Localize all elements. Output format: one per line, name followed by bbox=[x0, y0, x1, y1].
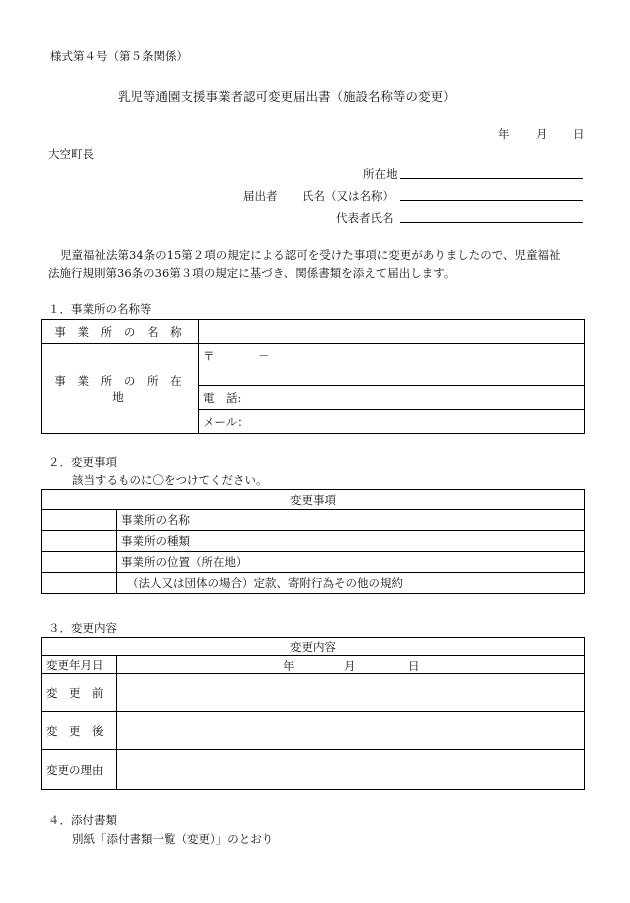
change-date-field[interactable] bbox=[117, 656, 585, 674]
change-date-label: 変更年月日 bbox=[42, 656, 117, 674]
postal-field[interactable] bbox=[199, 344, 585, 386]
address-field[interactable] bbox=[400, 178, 583, 179]
address-label: 所在地 bbox=[363, 167, 398, 181]
before-field[interactable] bbox=[117, 674, 585, 712]
change-date-month: 月 bbox=[344, 659, 356, 673]
change-item-label: 事業所の名称 bbox=[117, 510, 585, 531]
body-text-line1: 児童福祉法第34条の15第２項の規定による認可を受けた事項に変更がありましたので、児童福祉 bbox=[60, 248, 561, 262]
postal-dash: － bbox=[258, 349, 270, 363]
section1-heading: １．事業所の名称等 bbox=[48, 302, 152, 316]
after-field[interactable] bbox=[117, 712, 585, 750]
name-label: 氏名（又は名称） bbox=[302, 189, 394, 203]
name-field[interactable] bbox=[400, 200, 583, 201]
change-mark-cell[interactable] bbox=[42, 510, 117, 531]
facility-name-label: 事 業 所 の 名 称 bbox=[42, 320, 199, 344]
change-content-table bbox=[41, 637, 585, 790]
change-date-day: 日 bbox=[408, 659, 420, 673]
facility-name-field[interactable] bbox=[199, 320, 585, 344]
change-mark-cell[interactable] bbox=[42, 573, 117, 594]
section2-heading: ２．変更事項 bbox=[48, 455, 117, 469]
form-number: 様式第４号（第５条関係） bbox=[50, 49, 188, 63]
facility-location-label: 事 業 所 の 所 在 地 bbox=[42, 344, 199, 434]
reason-field[interactable] bbox=[117, 750, 585, 790]
body-text-line2: 法施行規則第36条の36第３項の規定に基づき、関係書類を添えて届出します。 bbox=[48, 266, 456, 280]
submitter-label: 届出者 bbox=[243, 189, 278, 203]
section2-instruction: 該当するものに〇をつけてください。 bbox=[72, 473, 268, 487]
section3-heading: ３．変更内容 bbox=[48, 621, 117, 635]
postal-mark: 〒 bbox=[203, 349, 215, 363]
change-content-header: 変更内容 bbox=[42, 638, 585, 656]
before-label: 変 更 前 bbox=[42, 674, 117, 712]
change-mark-cell[interactable] bbox=[42, 531, 117, 552]
change-item-label: 事業所の位置（所在地） bbox=[117, 552, 585, 573]
mail-field[interactable] bbox=[199, 410, 585, 434]
section4-text: 別紙「添付書類一覧（変更）」のとおり bbox=[72, 832, 274, 846]
form-title: 乳児等通園支援事業者認可変更届出書（施設名称等の変更） bbox=[118, 89, 456, 104]
representative-field[interactable] bbox=[400, 222, 583, 223]
after-label: 変 更 後 bbox=[42, 712, 117, 750]
phone-field[interactable] bbox=[199, 386, 585, 410]
addressee: 大空町長 bbox=[48, 147, 94, 161]
date-month-label: 月 bbox=[536, 127, 548, 141]
change-date-year: 年 bbox=[283, 659, 295, 673]
date-year-label: 年 bbox=[498, 127, 510, 141]
change-item-label: （法人又は団体の場合）定款、寄附行為その他の規約 bbox=[117, 573, 585, 594]
change-mark-cell[interactable] bbox=[42, 552, 117, 573]
mail-label: メール： bbox=[203, 414, 249, 429]
phone-label: 電 話: bbox=[203, 390, 242, 405]
section4-heading: ４．添付書類 bbox=[48, 813, 117, 827]
representative-label: 代表者氏名 bbox=[336, 211, 394, 225]
change-items-table bbox=[41, 489, 585, 594]
facility-table bbox=[41, 319, 585, 434]
change-item-label: 事業所の種類 bbox=[117, 531, 585, 552]
date-day-label: 日 bbox=[573, 127, 585, 141]
reason-label: 変更の理由 bbox=[42, 750, 117, 790]
change-items-header: 変更事項 bbox=[42, 490, 585, 510]
